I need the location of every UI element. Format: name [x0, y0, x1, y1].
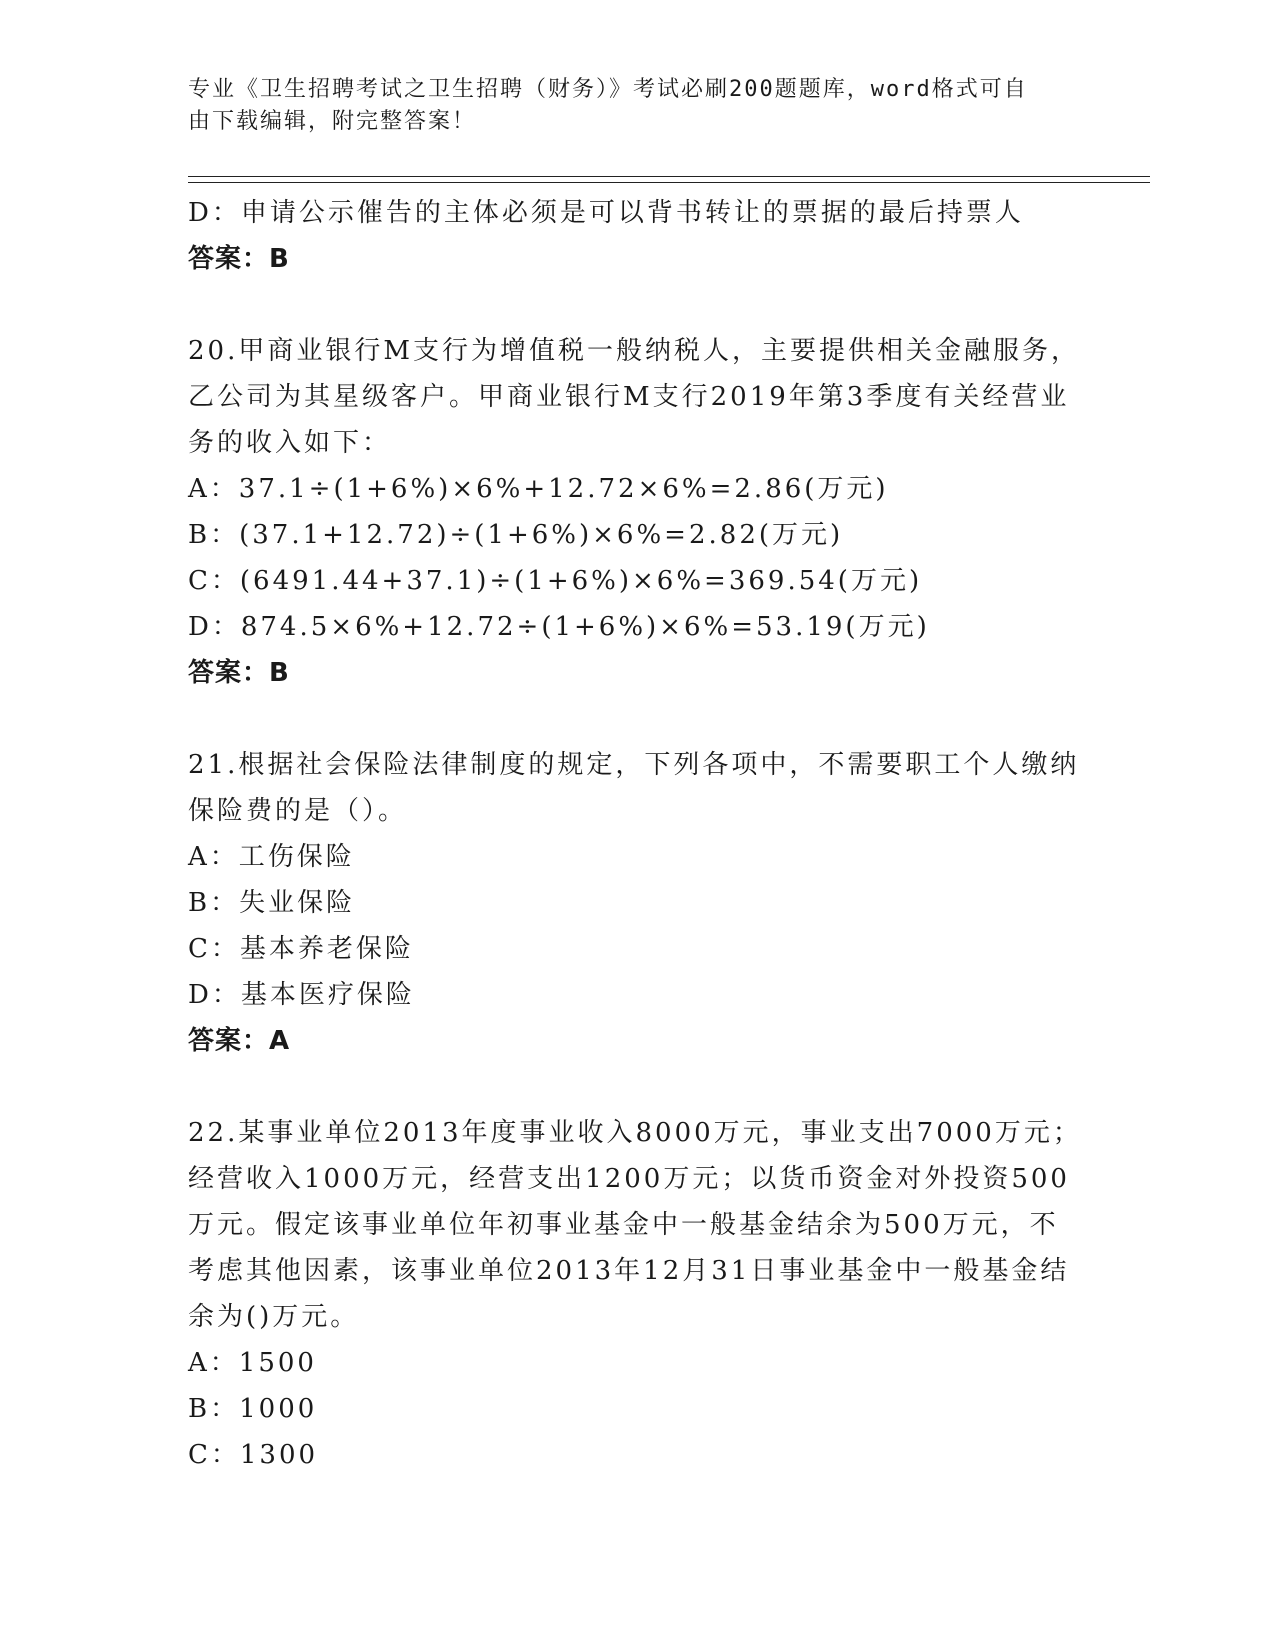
question-20: [188, 328, 1088, 696]
document-body: [188, 190, 1088, 1478]
answer-label: 答案：B: [188, 244, 290, 274]
question-stem: 余为()万元。: [188, 1302, 360, 1332]
option-a: A：37.1÷(1+6%)×6%+12.72×6%=2.86(万元): [188, 474, 889, 504]
question-stem: 万元。假定该事业单位年初事业基金中一般基金结余为500万元，不: [188, 1210, 1059, 1240]
header-line-1: 专业《卫生招聘考试之卫生招聘（财务）》考试必刷200题题库，word格式可自: [188, 77, 1028, 102]
document-header: [188, 74, 1068, 138]
question-stem: 保险费的是（）。: [188, 796, 408, 826]
option-d: D：基本医疗保险: [188, 980, 415, 1010]
option-b: B：1000: [188, 1394, 318, 1424]
question-stem: 21.根据社会保险法律制度的规定，下列各项中，不需要职工个人缴纳: [188, 750, 1080, 780]
option-d: D：申请公示催告的主体必须是可以背书转让的票据的最后持票人: [188, 198, 1024, 228]
option-a: A：工伤保险: [188, 842, 355, 872]
spacer: [188, 1064, 1088, 1110]
option-d: D：874.5×6%+12.72÷(1+6%)×6%=53.19(万元): [188, 612, 930, 642]
question-stem: 乙公司为其星级客户。甲商业银行M支行2019年第3季度有关经营业: [188, 382, 1070, 412]
question-stem: 22.某事业单位2013年度事业收入8000万元，事业支出7000万元；: [188, 1118, 1082, 1148]
question-stem: 务的收入如下：: [188, 428, 392, 458]
question-stem: 考虑其他因素，该事业单位2013年12月31日事业基金中一般基金结: [188, 1256, 1070, 1286]
spacer: [188, 696, 1088, 742]
question-21: [188, 742, 1088, 1064]
option-b: B：(37.1+12.72)÷(1+6%)×6%=2.82(万元): [188, 520, 844, 550]
answer-label: 答案：B: [188, 658, 290, 688]
answer-label: 答案：A: [188, 1026, 291, 1056]
question-stem: 20.甲商业银行M支行为增值税一般纳税人，主要提供相关金融服务，: [188, 336, 1080, 366]
header-divider-bottom: [188, 182, 1150, 183]
header-line-2: 由下载编辑，附完整答案！: [188, 109, 477, 134]
spacer: [188, 282, 1088, 328]
question-19-tail: [188, 190, 1088, 282]
option-c: C：基本养老保险: [188, 934, 414, 964]
option-c: C：1300: [188, 1440, 319, 1470]
question-stem: 经营收入1000万元，经营支出1200万元；以货币资金对外投资500: [188, 1164, 1070, 1194]
question-22: [188, 1110, 1088, 1478]
option-b: B：失业保险: [188, 888, 356, 918]
option-c: C：(6491.44+37.1)÷(1+6%)×6%=369.54(万元): [188, 566, 923, 596]
option-a: A：1500: [188, 1348, 317, 1378]
header-divider-top: [188, 176, 1150, 177]
